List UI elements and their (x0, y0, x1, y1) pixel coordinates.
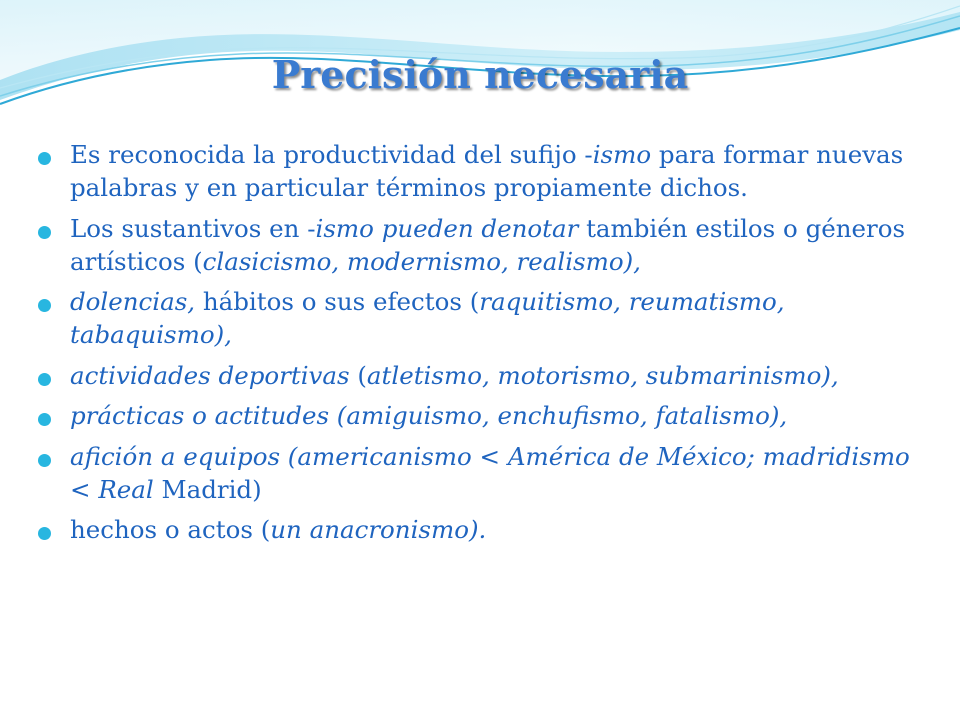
bullet-text: también estilos o géneros artísticos ( (70, 213, 906, 276)
bullet-dot-icon (38, 454, 51, 467)
bullet-text: ( (349, 360, 367, 390)
bullet-text: atletismo, motorismo, submarinismo), (366, 360, 839, 390)
slide-title: Precisión necesaria (271, 52, 689, 97)
bullet-item (38, 399, 928, 432)
bullet-item (38, 212, 928, 278)
bullet-text: Los sustantivos en - (70, 213, 316, 243)
bullet-list (38, 138, 928, 554)
bullet-item (38, 285, 928, 351)
bullet-dot-icon (38, 373, 51, 386)
bullet-item (38, 440, 928, 506)
bullet-item (38, 138, 928, 204)
bullet-text: ismo pueden denotar (315, 213, 579, 243)
bullet-text: raquitismo, reumatismo, tabaquismo), (70, 287, 785, 349)
bullet-text: Es reconocida la productividad del sufijo - (70, 140, 593, 169)
bullet-dot-icon (38, 299, 51, 312)
bullet-text: dolencias, (70, 287, 196, 316)
bullet-text: hechos o actos ( (70, 515, 271, 544)
bullet-text: ismo (592, 140, 652, 169)
bullet-dot-icon (38, 152, 51, 165)
bullet-item (38, 359, 928, 392)
bullet-text: Madrid) (153, 474, 262, 504)
bullet-text: hábitos o sus efectos ( (195, 287, 480, 316)
bullet-text: para formar nuevas palabras y en particular términos propiamente dichos. (70, 140, 904, 202)
bullet-text: prácticas o actitudes (amiguismo, enchufismo, fatalismo), (70, 401, 788, 430)
bullet-text: afición a equipos (americanismo < América de México; madridismo < Real (70, 441, 910, 504)
bullet-dot-icon (38, 527, 51, 540)
bullet-dot-icon (38, 413, 51, 426)
bullet-text: actividades deportivas (70, 360, 350, 390)
bullet-text: clasicismo, modernismo, realismo), (202, 246, 641, 276)
bullet-dot-icon (38, 226, 51, 239)
bullet-text: un anacronismo). (270, 515, 487, 544)
bullet-item (38, 513, 928, 546)
